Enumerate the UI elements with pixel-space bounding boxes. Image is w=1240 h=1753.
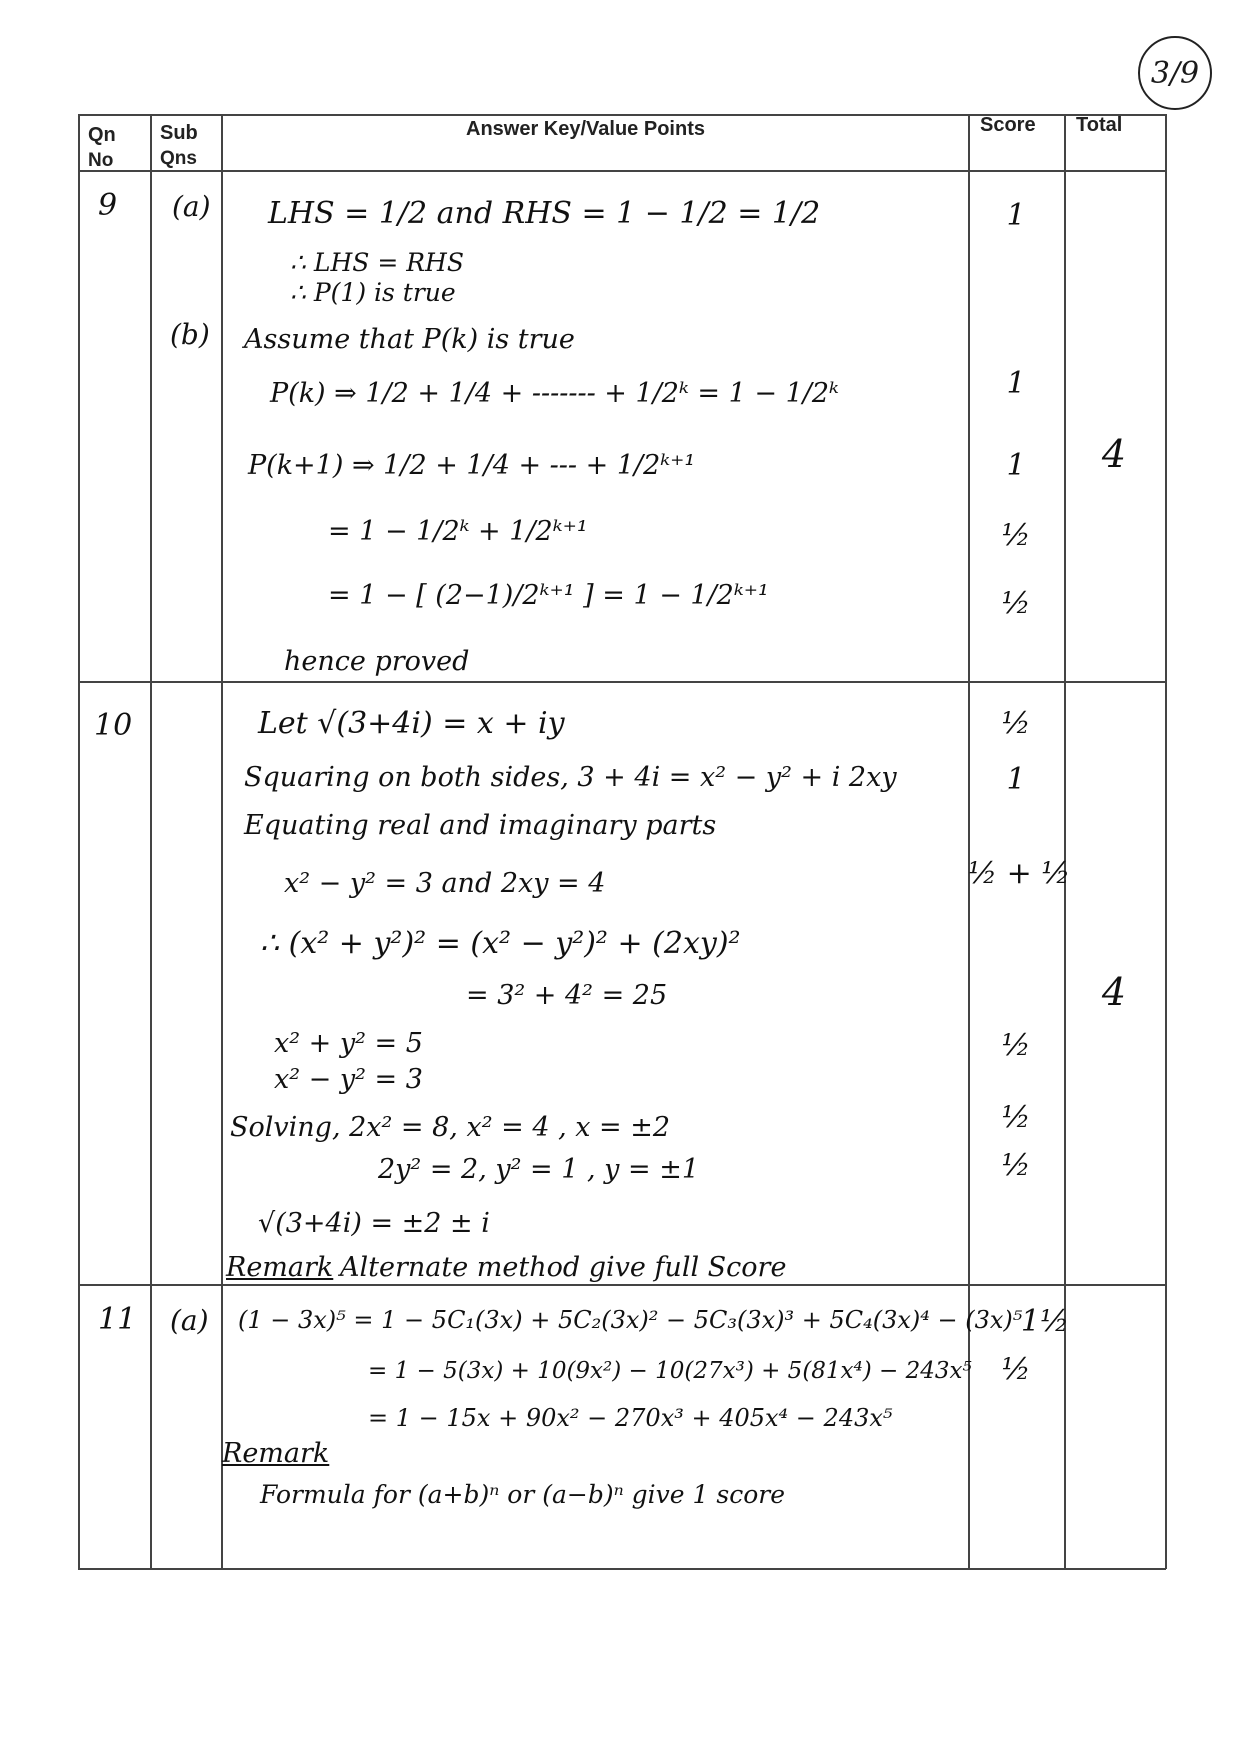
q9-line-1: LHS = 1/2 and RHS = 1 − 1/2 = 1/2	[268, 196, 821, 231]
q10-score-2: 1	[1006, 762, 1026, 797]
q10-score-6: ½	[1001, 1148, 1031, 1183]
q9-number: 9	[98, 188, 118, 223]
header-bottom-border	[78, 170, 1166, 172]
q10-score-5: ½	[1001, 1100, 1031, 1135]
header-qn-2: No	[88, 150, 114, 171]
q9-score-5: ½	[1001, 586, 1031, 621]
q9-line-9: hence proved	[284, 646, 470, 677]
header-qn-1: Qn	[88, 124, 116, 146]
q11-remark-text: Formula for (a+b)ⁿ or (a−b)ⁿ give 1 score	[260, 1480, 786, 1509]
q11-sub-a: (a)	[170, 1304, 209, 1337]
q10-line-2: Squaring on both sides, 3 + 4i = x² − y² + i 2xy	[244, 762, 897, 793]
q11-remark-label: Remark	[222, 1438, 330, 1469]
header-sub-2: Qns	[160, 148, 197, 169]
q10-line-10: 2y² = 2, y² = 1 , y = ±1	[378, 1154, 700, 1185]
q9-sub-a: (a)	[172, 190, 211, 223]
header-score: Score	[980, 114, 1036, 136]
q10-line-8: x² − y² = 3	[274, 1064, 423, 1095]
col-divider-answer	[968, 114, 970, 1569]
q11-line-3: = 1 − 15x + 90x² − 270x³ + 405x⁴ − 243x⁵	[368, 1404, 893, 1432]
answer-key-table	[78, 114, 1166, 1569]
row-divider-q10-q11	[78, 1284, 1166, 1286]
header-total: Total	[1076, 114, 1123, 136]
q9-sub-b: (b)	[170, 318, 210, 351]
table-right-border	[1165, 114, 1167, 1569]
q10-line-4: x² − y² = 3 and 2xy = 4	[284, 868, 606, 899]
col-divider-sub	[221, 114, 223, 1569]
q10-remark-text: Alternate method give full Score	[340, 1252, 787, 1283]
page-number: 3/9	[1138, 36, 1212, 110]
q10-remark-label: Remark	[226, 1252, 334, 1283]
q9-score-2: 1	[1006, 366, 1026, 401]
q10-line-1: Let √(3+4i) = x + iy	[258, 706, 565, 741]
q9-score-4: ½	[1001, 518, 1031, 553]
col-divider-score	[1064, 114, 1066, 1569]
header-answer: Answer Key/Value Points	[466, 118, 705, 140]
q11-line-1: (1 − 3x)⁵ = 1 − 5C₁(3x) + 5C₂(3x)² − 5C₃(3x)³ + 5C₄(3x)⁴ − (3x)⁵	[238, 1306, 1023, 1334]
table-bottom-border	[78, 1568, 1166, 1570]
q9-line-6: P(k+1) ⇒ 1/2 + 1/4 + --- + 1/2ᵏ⁺¹	[248, 450, 696, 481]
q10-score-3: ½ + ½	[968, 856, 1071, 891]
q11-line-2: = 1 − 5(3x) + 10(9x²) − 10(27x³) + 5(81x⁴) − 243x⁵	[368, 1358, 972, 1384]
table-left-border	[78, 114, 80, 1569]
q9-line-4: Assume that P(k) is true	[244, 324, 575, 355]
header-sub-1: Sub	[160, 122, 198, 144]
q9-line-3: ∴ P(1) is true	[290, 278, 456, 307]
q9-score-3: 1	[1006, 448, 1026, 483]
q10-score-1: ½	[1001, 706, 1031, 741]
q9-score-1: 1	[1006, 198, 1026, 233]
q10-score-4: ½	[1001, 1028, 1031, 1063]
q10-line-9: Solving, 2x² = 8, x² = 4 , x = ±2	[230, 1112, 671, 1143]
q9-line-8: = 1 − [ (2−1)/2ᵏ⁺¹ ] = 1 − 1/2ᵏ⁺¹	[328, 580, 769, 611]
row-divider-q9-q10	[78, 681, 1166, 683]
q10-line-7: x² + y² = 5	[274, 1028, 423, 1059]
q9-line-5: P(k) ⇒ 1/2 + 1/4 + ------- + 1/2ᵏ = 1 − 1/2ᵏ	[270, 378, 839, 409]
q9-line-7: = 1 − 1/2ᵏ + 1/2ᵏ⁺¹	[328, 516, 588, 547]
q9-line-2: ∴ LHS = RHS	[290, 248, 464, 277]
q11-number: 11	[98, 1302, 137, 1337]
q10-line-6: = 3² + 4² = 25	[466, 980, 668, 1011]
q10-total: 4	[1101, 970, 1127, 1014]
q10-line-11: √(3+4i) = ±2 ± i	[258, 1208, 490, 1239]
q10-line-5: ∴ (x² + y²)² = (x² − y²)² + (2xy)²	[260, 926, 741, 961]
q10-line-3: Equating real and imaginary parts	[244, 810, 717, 841]
q11-score-2: ½	[1001, 1352, 1031, 1387]
col-divider-qn	[150, 114, 152, 1569]
q9-total: 4	[1101, 432, 1127, 476]
q11-score-1: 1½	[1020, 1304, 1070, 1339]
q10-number: 10	[94, 708, 133, 743]
